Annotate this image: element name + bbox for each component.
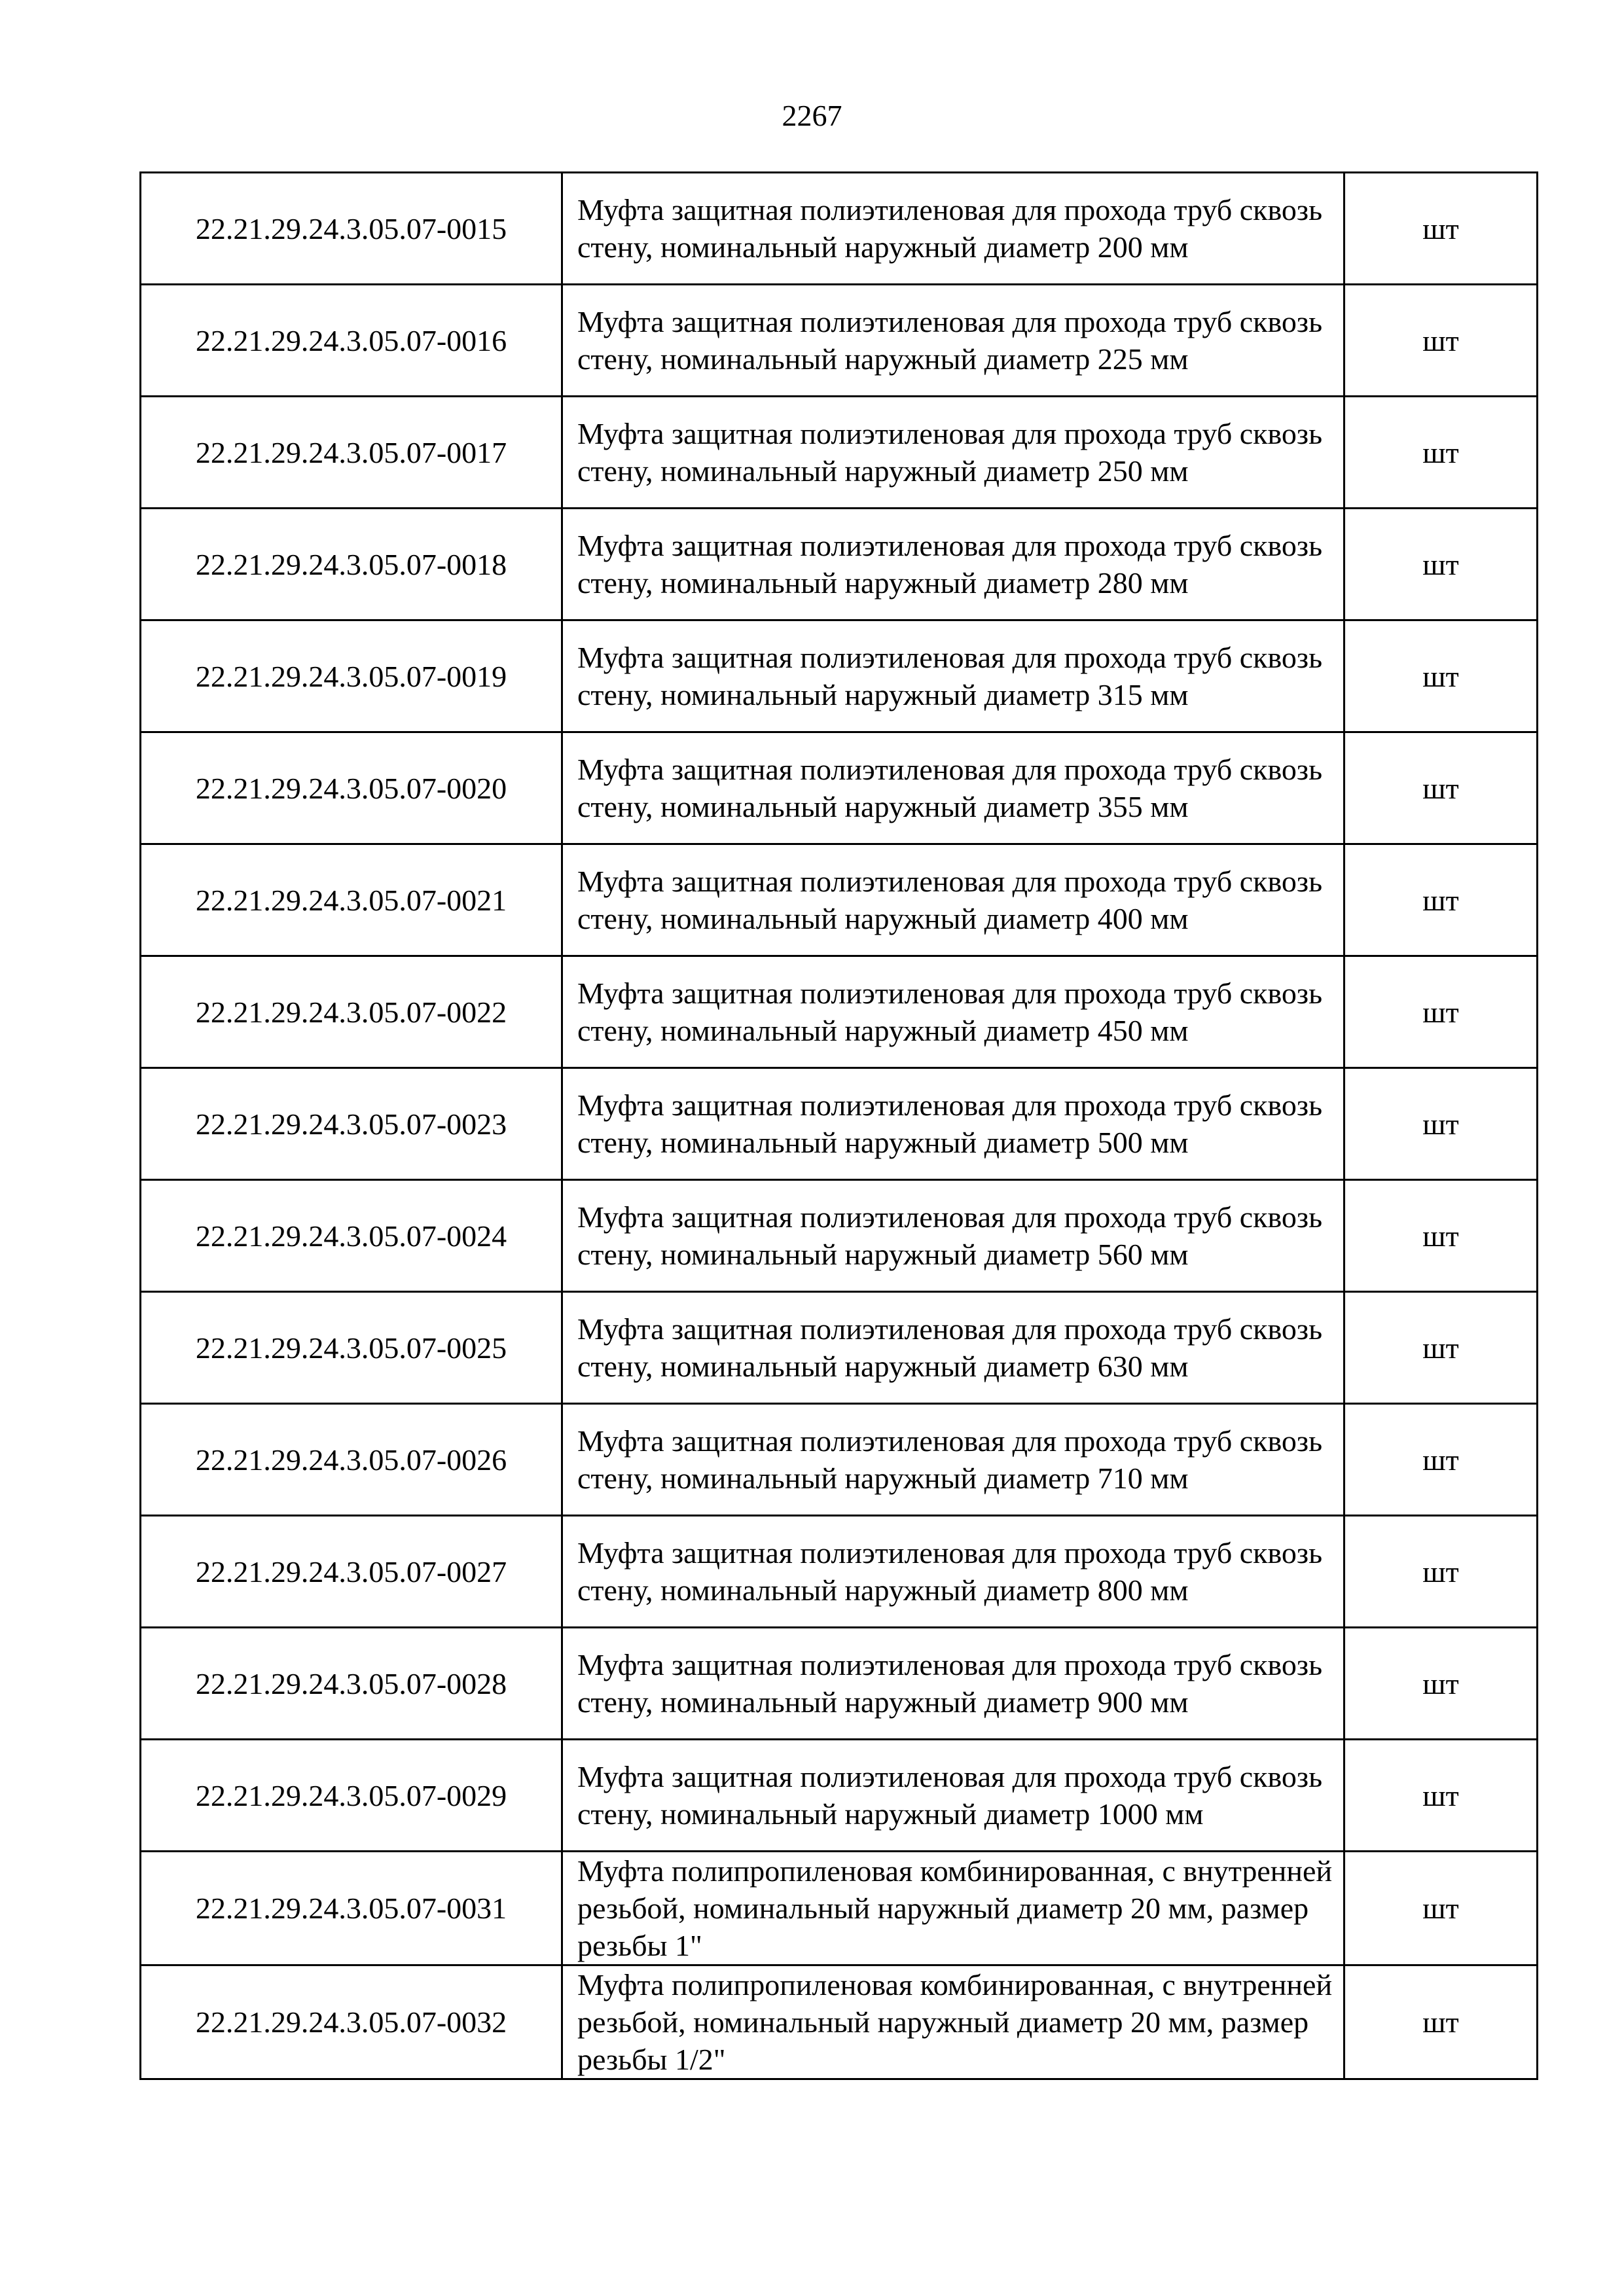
- resource-code: 22.21.29.24.3.05.07-0031: [141, 1852, 562, 1965]
- resource-code: 22.21.29.24.3.05.07-0020: [141, 732, 562, 844]
- table-row: [141, 956, 1538, 1068]
- resource-description: Муфта защитная полиэтиленовая для прохода труб сквозь стену, номинальный наружный диаметр 315 мм: [562, 620, 1344, 732]
- resource-description: Муфта полипропиленовая комбинированная, с внутренней резьбой, номинальный наружный диаметр 20 мм, размер резьбы 1": [562, 1852, 1344, 1965]
- table-row: [141, 1965, 1538, 2079]
- table-row: [141, 1516, 1538, 1628]
- resource-description: Муфта защитная полиэтиленовая для прохода труб сквозь стену, номинальный наружный диаметр 200 мм: [562, 173, 1344, 285]
- resource-table-body: [141, 173, 1538, 2079]
- resource-description: Муфта защитная полиэтиленовая для прохода труб сквозь стену, номинальный наружный диаметр 1000 мм: [562, 1740, 1344, 1852]
- table-row: [141, 397, 1538, 509]
- table-row: [141, 1292, 1538, 1404]
- table-row: [141, 1740, 1538, 1852]
- table-row: [141, 620, 1538, 732]
- unit-of-measure: шт: [1344, 1965, 1538, 2079]
- table-row: [141, 844, 1538, 956]
- unit-of-measure: шт: [1344, 620, 1538, 732]
- resource-code: 22.21.29.24.3.05.07-0021: [141, 844, 562, 956]
- resource-code: 22.21.29.24.3.05.07-0024: [141, 1180, 562, 1292]
- table-row: [141, 1852, 1538, 1965]
- resource-description: Муфта защитная полиэтиленовая для прохода труб сквозь стену, номинальный наружный диаметр 630 мм: [562, 1292, 1344, 1404]
- table-row: [141, 1628, 1538, 1740]
- page-number: 2267: [782, 99, 842, 132]
- resource-description: Муфта полипропиленовая комбинированная, с внутренней резьбой, номинальный наружный диаметр 20 мм, размер резьбы 1/2": [562, 1965, 1344, 2079]
- resource-code: 22.21.29.24.3.05.07-0018: [141, 509, 562, 620]
- unit-of-measure: шт: [1344, 1404, 1538, 1516]
- resource-code: 22.21.29.24.3.05.07-0022: [141, 956, 562, 1068]
- resource-code: 22.21.29.24.3.05.07-0029: [141, 1740, 562, 1852]
- resource-description: Муфта защитная полиэтиленовая для прохода труб сквозь стену, номинальный наружный диаметр 800 мм: [562, 1516, 1344, 1628]
- unit-of-measure: шт: [1344, 956, 1538, 1068]
- resource-description: Муфта защитная полиэтиленовая для прохода труб сквозь стену, номинальный наружный диаметр 250 мм: [562, 397, 1344, 509]
- unit-of-measure: шт: [1344, 1852, 1538, 1965]
- unit-of-measure: шт: [1344, 1068, 1538, 1180]
- resource-code: 22.21.29.24.3.05.07-0023: [141, 1068, 562, 1180]
- unit-of-measure: шт: [1344, 1292, 1538, 1404]
- resource-description: Муфта защитная полиэтиленовая для прохода труб сквозь стену, номинальный наружный диаметр 225 мм: [562, 285, 1344, 397]
- unit-of-measure: шт: [1344, 1628, 1538, 1740]
- table-row: [141, 285, 1538, 397]
- unit-of-measure: шт: [1344, 173, 1538, 285]
- resource-code: 22.21.29.24.3.05.07-0028: [141, 1628, 562, 1740]
- resource-description: Муфта защитная полиэтиленовая для прохода труб сквозь стену, номинальный наружный диаметр 500 мм: [562, 1068, 1344, 1180]
- resource-description: Муфта защитная полиэтиленовая для прохода труб сквозь стену, номинальный наружный диаметр 400 мм: [562, 844, 1344, 956]
- resource-description: Муфта защитная полиэтиленовая для прохода труб сквозь стену, номинальный наружный диаметр 710 мм: [562, 1404, 1344, 1516]
- unit-of-measure: шт: [1344, 1740, 1538, 1852]
- resource-table: [139, 171, 1538, 2080]
- unit-of-measure: шт: [1344, 844, 1538, 956]
- resource-description: Муфта защитная полиэтиленовая для прохода труб сквозь стену, номинальный наружный диаметр 560 мм: [562, 1180, 1344, 1292]
- table-row: [141, 509, 1538, 620]
- unit-of-measure: шт: [1344, 509, 1538, 620]
- unit-of-measure: шт: [1344, 732, 1538, 844]
- table-row: [141, 1068, 1538, 1180]
- resource-code: 22.21.29.24.3.05.07-0027: [141, 1516, 562, 1628]
- table-row: [141, 173, 1538, 285]
- resource-code: 22.21.29.24.3.05.07-0017: [141, 397, 562, 509]
- resource-description: Муфта защитная полиэтиленовая для прохода труб сквозь стену, номинальный наружный диаметр 450 мм: [562, 956, 1344, 1068]
- resource-code: 22.21.29.24.3.05.07-0015: [141, 173, 562, 285]
- resource-description: Муфта защитная полиэтиленовая для прохода труб сквозь стену, номинальный наружный диаметр 900 мм: [562, 1628, 1344, 1740]
- unit-of-measure: шт: [1344, 285, 1538, 397]
- resource-code: 22.21.29.24.3.05.07-0032: [141, 1965, 562, 2079]
- table-row: [141, 1404, 1538, 1516]
- resource-code: 22.21.29.24.3.05.07-0019: [141, 620, 562, 732]
- resource-code: 22.21.29.24.3.05.07-0026: [141, 1404, 562, 1516]
- unit-of-measure: шт: [1344, 1180, 1538, 1292]
- unit-of-measure: шт: [1344, 397, 1538, 509]
- resource-code: 22.21.29.24.3.05.07-0016: [141, 285, 562, 397]
- resource-code: 22.21.29.24.3.05.07-0025: [141, 1292, 562, 1404]
- unit-of-measure: шт: [1344, 1516, 1538, 1628]
- resource-description: Муфта защитная полиэтиленовая для прохода труб сквозь стену, номинальный наружный диаметр 355 мм: [562, 732, 1344, 844]
- resource-description: Муфта защитная полиэтиленовая для прохода труб сквозь стену, номинальный наружный диаметр 280 мм: [562, 509, 1344, 620]
- table-row: [141, 732, 1538, 844]
- table-row: [141, 1180, 1538, 1292]
